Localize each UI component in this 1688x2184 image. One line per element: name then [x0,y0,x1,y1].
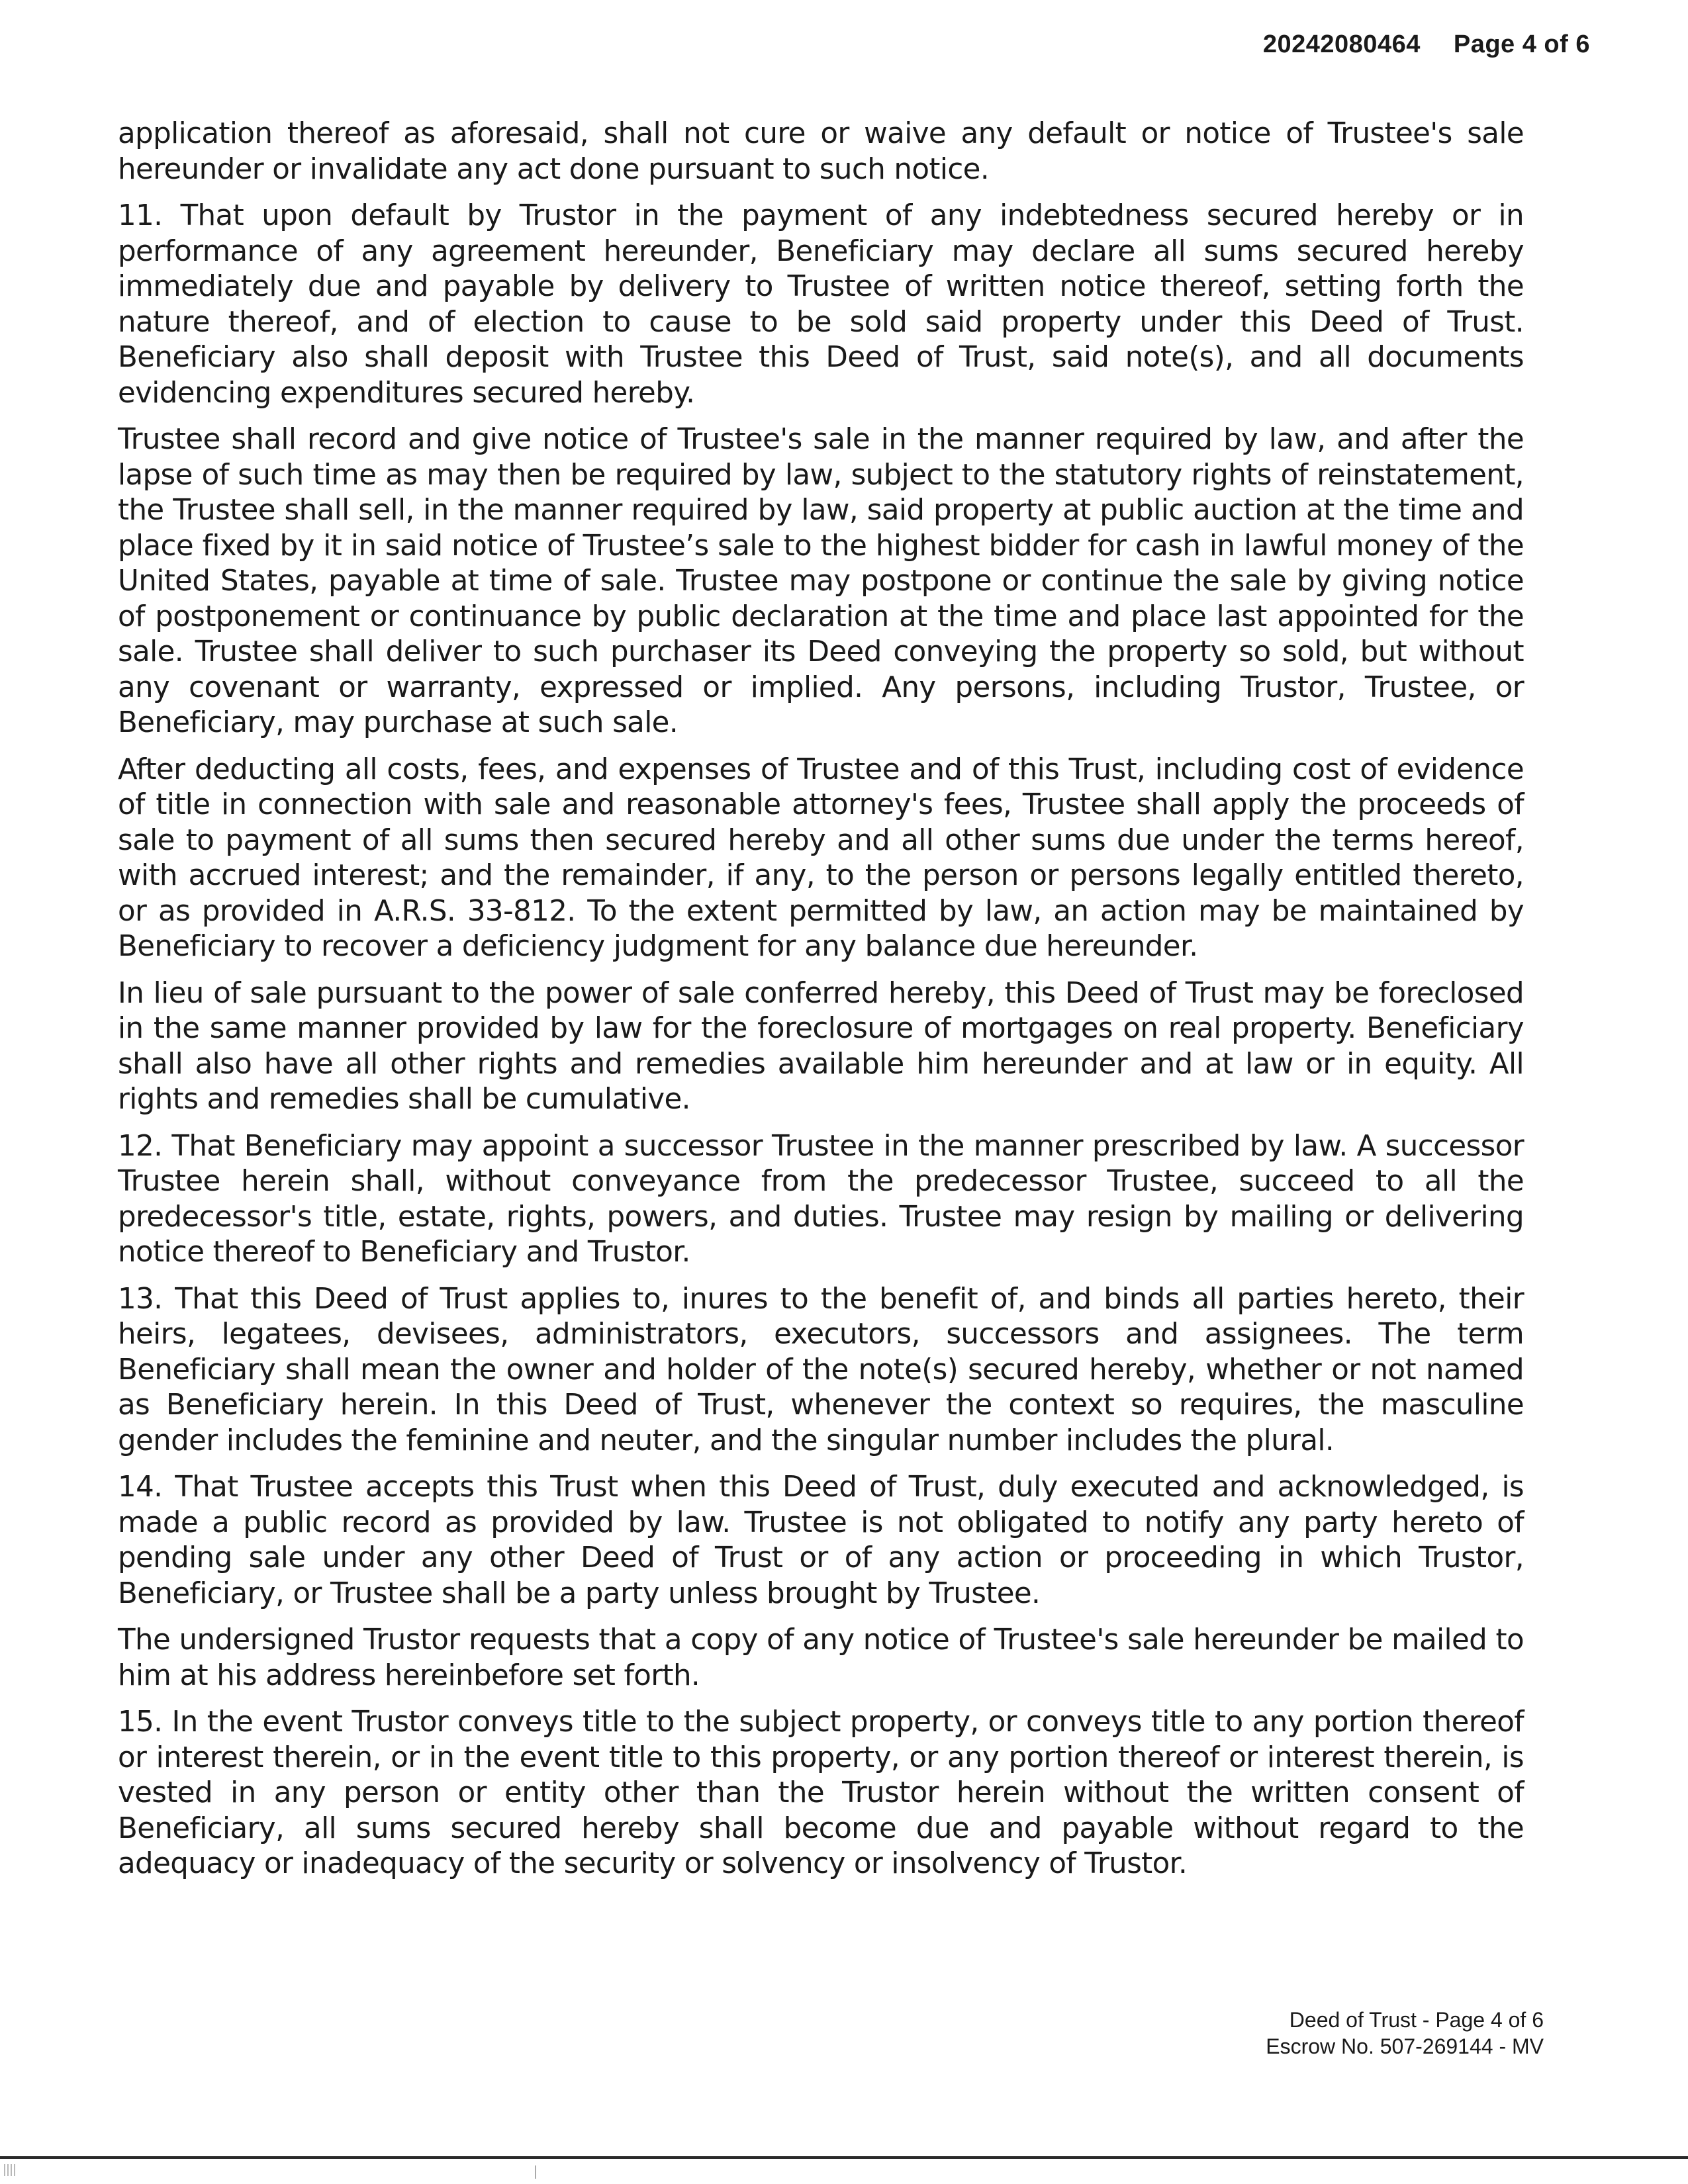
page-footer [1266,2007,1544,2060]
scan-artifact [4,2164,16,2176]
paragraph-continuation: application thereof as aforesaid, shall not cure or waive any default or notice of Trustee's sale hereunder or invalidate any act done pursuant to such notice. [118,117,1524,186]
paragraph-12-successor-trustee: 12. That Beneficiary may appoint a successor Trustee in the manner prescribed by law. A successor Trustee herein shall, without conveyance from the predecessor Trustee, succeed to all the predecessor's title, estate, rights, powers, and duties. Trustee may resign by mailing or delivering notice thereof to Beneficiary and Trustor. [118,1129,1524,1269]
scan-artifact-tick [535,2165,536,2179]
paragraph-11-default: 11. That upon default by Trustor in the payment of any indebtedness secured hereby or in performance of any agreement hereunder, Beneficiary may declare all sums secured hereby immediately due and payable by delivery to Trustee of written notice thereof, setting forth the nature thereof, and of election to cause to be sold said property under this Deed of Trust. Beneficiary also shall deposit with Trustee this Deed of Trust, said note(s), and all documents evidencing expenditures secured hereby. [118,199,1524,410]
paragraph-notice-request: The undersigned Trustor requests that a copy of any notice of Trustee's sale hereunder be mailed to him at his address hereinbefore set forth. [118,1623,1524,1692]
paragraph-proceeds: After deducting all costs, fees, and expenses of Trustee and of this Trust, including cost of evidence of title in connection with sale and reasonable attorney's fees, Trustee shall apply the proceeds of sale to payment of all sums then secured hereby and all other sums due under the terms hereof, with accrued interest; and the remainder, if any, to the person or persons legally entitled thereto, or as provided in A.R.S. 33-812. To the extent permitted by law, an action may be maintained by Beneficiary to recover a deficiency judgment for any balance due hereunder. [118,752,1524,963]
paragraph-15-due-on-sale: 15. In the event Trustor conveys title to the subject property, or conveys title to any portion thereof or interest therein, or in the event title to this property, or any portion thereof or interest therein, is vested in any person or entity other than the Trustor herein without the written consent of Beneficiary, all sums secured hereby shall become due and payable without regard to the adequacy or inadequacy of the security or solvency or insolvency of Trustor. [118,1706,1524,1880]
paragraph-trustee-sale: Trustee shall record and give notice of Trustee's sale in the manner required by law, and after the lapse of such time as may then be required by law, subject to the statutory rights of reinstatement, the Trustee shall sell, in the manner required by law, said property at public auction at the time and place fixed by it in said notice of Trustee’s sale to the highest bidder for cash in lawful money of the United States, payable at time of sale. Trustee may postpone or continue the sale by giving notice of postponement or continuance by public declaration at the time and place last appointed for the sale. Trustee shall deliver to such purchaser its Deed conveying the property so sold, but without any covenant or warranty, expressed or implied. Any persons, including Trustor, Trustee, or Beneficiary, may purchase at such sale. [118,423,1524,739]
page-header [1263,30,1590,59]
paragraph-foreclosure: In lieu of sale pursuant to the power of sale conferred hereby, this Deed of Trust may be foreclosed in the same manner provided by law for the foreclosure of mortgages on real property. Beneficiary shall also have all other rights and remedies available him hereunder and at law or in equity. All rights and remedies shall be cumulative. [118,976,1524,1116]
page-number: Page 4 of 6 [1453,30,1590,58]
recording-number: 20242080464 [1262,30,1421,58]
footer-escrow-number: Escrow No. 507-269144 - MV [1266,2034,1544,2058]
document-body [118,116,1524,1893]
paragraph-14-acceptance: 14. That Trustee accepts this Trust when this Deed of Trust, duly executed and acknowledged, is made a public record as provided by law. Trustee is not obligated to notify any party hereto of pending sale under any other Deed of Trust or of any action or proceeding in which Trustor, Beneficiary, or Trustee shall be a party unless brought by Trustee. [118,1471,1524,1610]
footer-page-label: Deed of Trust - Page 4 of 6 [1289,2008,1544,2032]
bottom-rule [0,2156,1688,2159]
paragraph-13-binding: 13. That this Deed of Trust applies to, inures to the benefit of, and binds all parties hereto, their heirs, legatees, devisees, administrators, executors, successors and assignees. The term Beneficiary shall mean the owner and holder of the note(s) secured hereby, whether or not named as Beneficiary herein. In this Deed of Trust, whenever the context so requires, the masculine gender includes the feminine and neuter, and the singular number includes the plural. [118,1282,1524,1457]
